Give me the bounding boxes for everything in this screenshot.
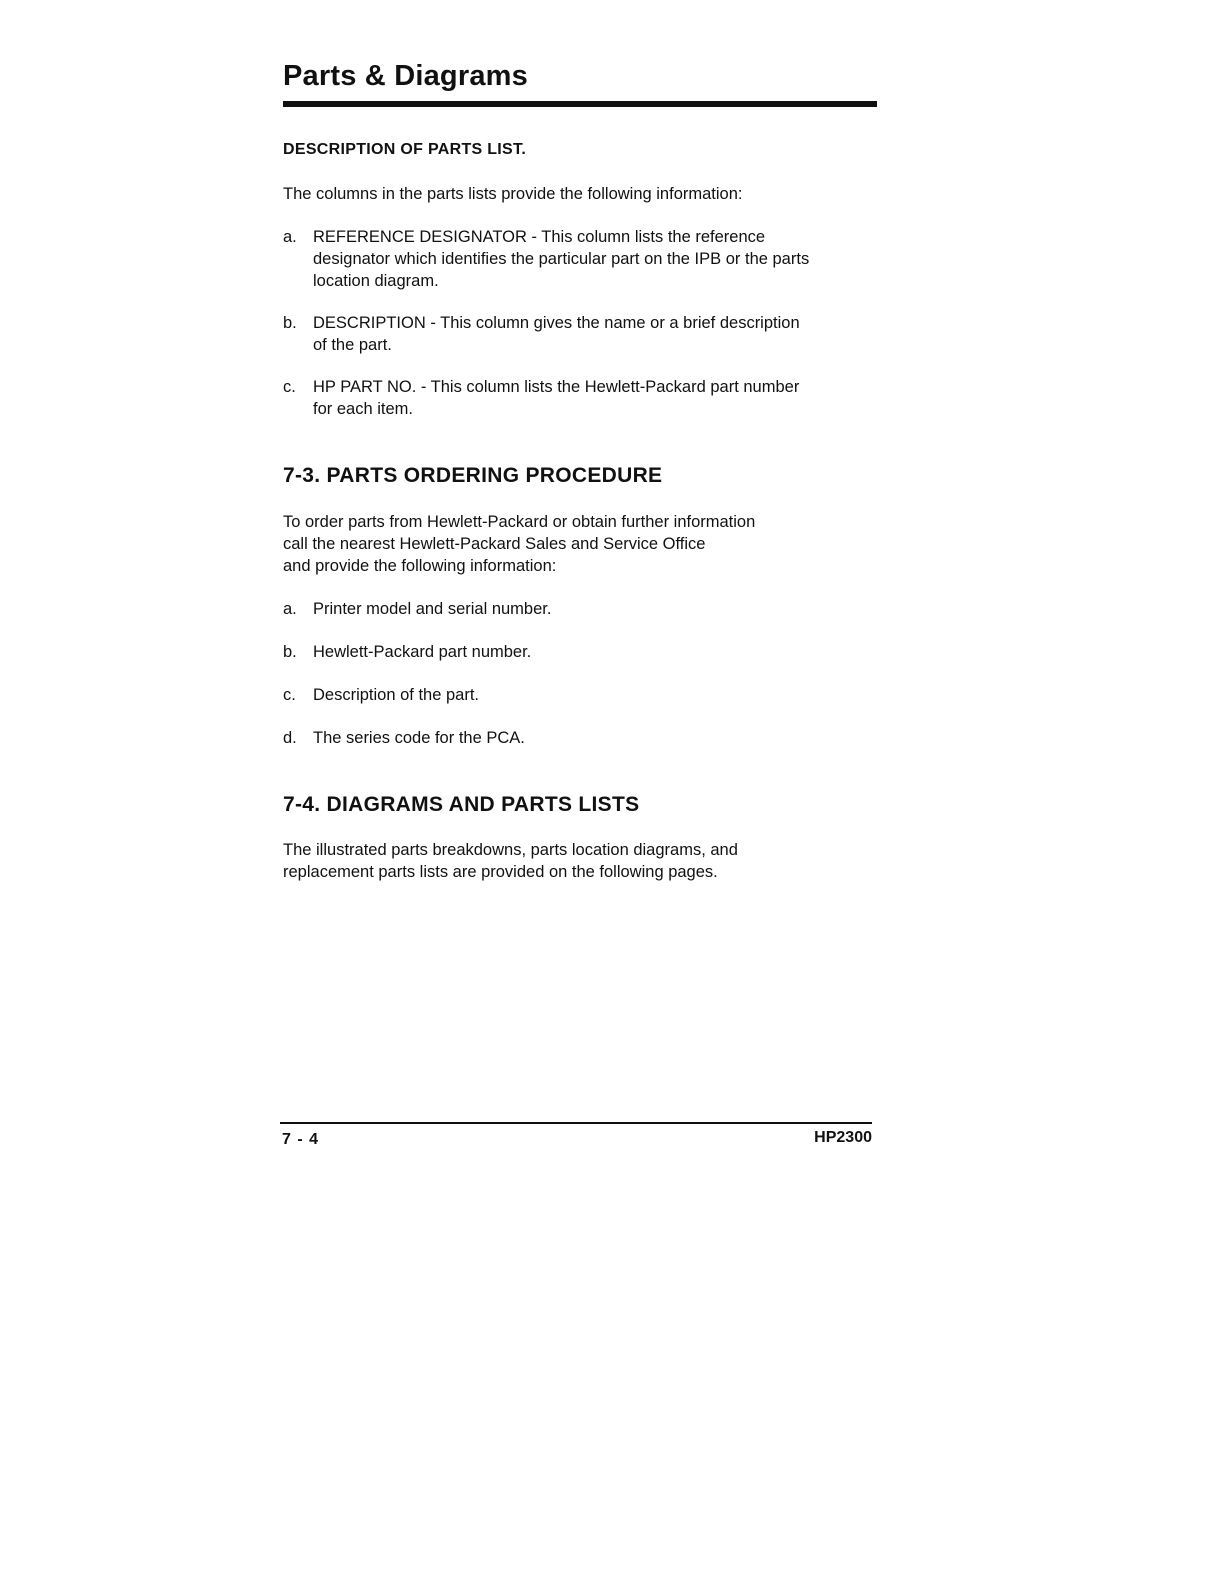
diagrams-body: [283, 839, 883, 883]
list-item-line: of the part.: [313, 336, 392, 354]
ordering-intro-line: call the nearest Hewlett-Packard Sales and Service Office: [283, 535, 706, 553]
list-marker: a.: [283, 228, 297, 246]
list-item-line: REFERENCE DESIGNATOR - This column lists the reference: [313, 228, 766, 246]
ordering-intro: [283, 511, 883, 577]
list-item-text: Description of the part.: [313, 686, 479, 704]
description-heading: DESCRIPTION OF PARTS LIST.: [283, 141, 527, 158]
list-item-line: DESCRIPTION - This column gives the name or a brief description: [313, 314, 800, 332]
header-rule: [283, 101, 877, 107]
ordering-intro-line: To order parts from Hewlett-Packard or obtain further information: [283, 513, 756, 531]
page-title: Parts & Diagrams: [283, 60, 528, 92]
ordering-intro-line: and provide the following information:: [283, 557, 557, 575]
model-label: HP2300: [814, 1129, 872, 1146]
list-item-text: [313, 376, 883, 420]
ordering-section-heading: 7-3. PARTS ORDERING PROCEDURE: [283, 464, 663, 487]
list-item-line: location diagram.: [313, 272, 439, 290]
list-marker: b.: [283, 643, 297, 661]
list-marker: d.: [283, 729, 297, 747]
list-item-text: [313, 226, 883, 292]
diagrams-section-heading: 7-4. DIAGRAMS AND PARTS LISTS: [283, 793, 640, 816]
description-intro: The columns in the parts lists provide the following information:: [283, 185, 743, 203]
list-marker: c.: [283, 686, 296, 704]
list-marker: b.: [283, 314, 297, 332]
diagrams-body-line: The illustrated parts breakdowns, parts location diagrams, and: [283, 841, 738, 859]
page-number: 7 - 4: [282, 1131, 320, 1148]
list-item-line: designator which identifies the particular part on the IPB or the parts: [313, 250, 810, 268]
list-item-line: HP PART NO. - This column lists the Hewlett-Packard part number: [313, 378, 800, 396]
list-item-text: [313, 312, 883, 356]
list-item-text: Printer model and serial number.: [313, 600, 552, 618]
diagrams-body-line: replacement parts lists are provided on the following pages.: [283, 863, 718, 881]
list-item-text: The series code for the PCA.: [313, 729, 525, 747]
list-marker: a.: [283, 600, 297, 618]
list-item-text: Hewlett-Packard part number.: [313, 643, 532, 661]
list-marker: c.: [283, 378, 296, 396]
list-item-line: for each item.: [313, 400, 413, 418]
footer-rule: [280, 1122, 872, 1124]
